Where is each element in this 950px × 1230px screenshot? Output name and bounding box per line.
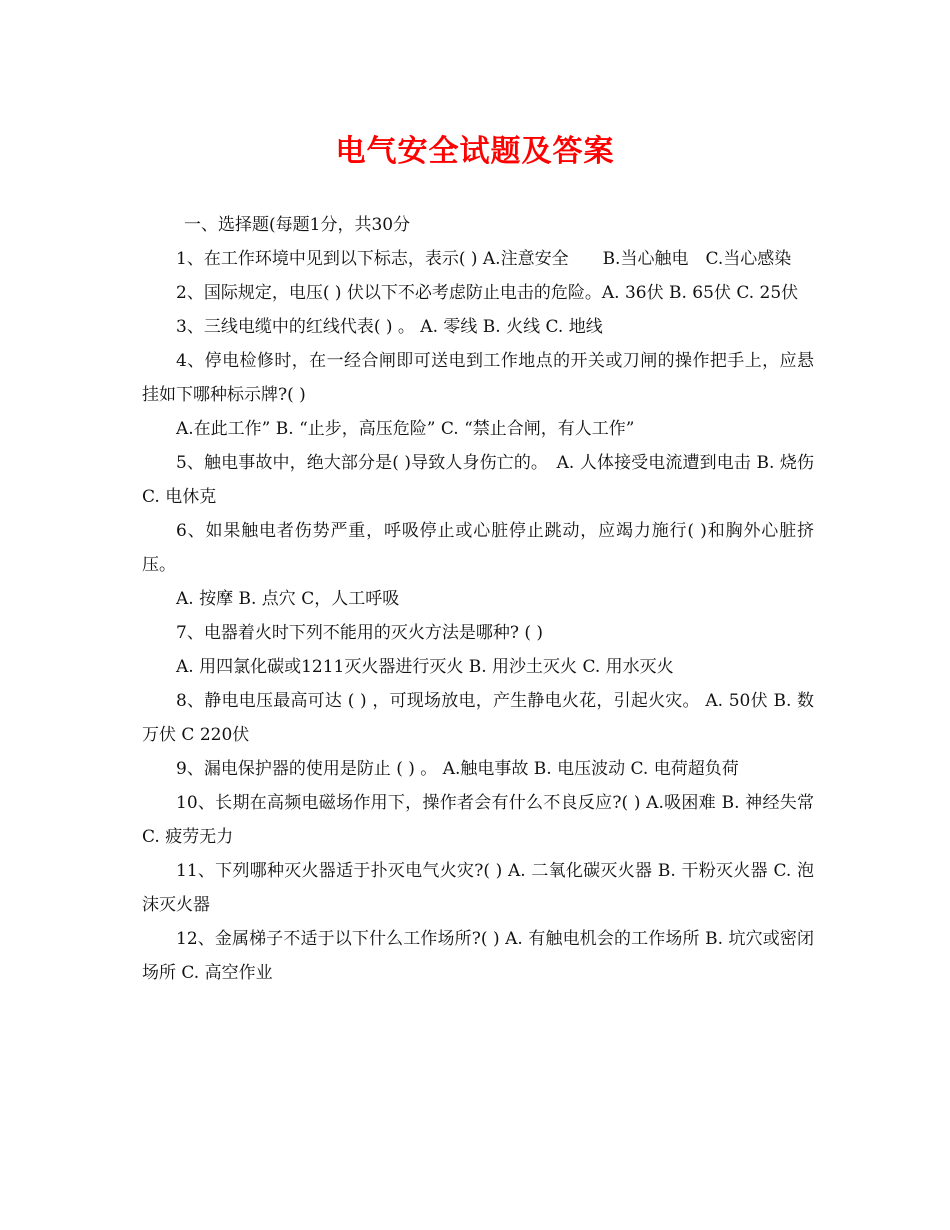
- question-4-options: A.在此工作” B. “止步，高压危险” C. “禁止合闸，有人工作”: [176, 419, 635, 439]
- question-list: [142, 208, 814, 990]
- question-1: 1、在工作环境中见到以下标志，表示( ) A.注意安全 B.当心触电 C.当心感染: [176, 249, 792, 269]
- question-12: 12、金属梯子不适于以下什么工作场所?( ) A. 有触电机会的工作场所 B. 坑穴或密闭场所 C. 高空作业: [142, 929, 814, 983]
- question-7: 7、电器着火时下列不能用的灭火方法是哪种? ( ): [176, 623, 544, 643]
- question-6-options: A. 按摩 B. 点穴 C，人工呼吸: [176, 589, 400, 609]
- question-11: 11、下列哪种灭火器适于扑灭电气火灾?( ) A. 二氧化碳灭火器 B. 干粉灭火器 C. 泡沫灭火器: [142, 861, 814, 915]
- question-8: 8、静电电压最高可达 ( ) ，可现场放电，产生静电火花，引起火灾。 A. 50伏 B. 数万伏 C 220伏: [142, 691, 814, 745]
- question-6: 6、如果触电者伤势严重，呼吸停止或心脏停止跳动，应竭力施行( )和胸外心脏挤压。: [142, 521, 814, 575]
- question-9: 9、漏电保护器的使用是防止 ( ) 。 A.触电事故 B. 电压波动 C. 电荷超负荷: [176, 759, 739, 779]
- question-10: 10、长期在高频电磁场作用下，操作者会有什么不良反应?( ) A.吸困难 B. 神经失常 C. 疲劳无力: [142, 793, 814, 847]
- section-heading: 一、选择题(每题1分，共30分: [184, 215, 411, 235]
- question-4: 4、停电检修时，在一经合闸即可送电到工作地点的开关或刀闸的操作把手上，应悬挂如下哪种标示牌?( ): [142, 351, 814, 405]
- question-2: 2、国际规定，电压( ) 伏以下不必考虑防止电击的危险。A. 36伏 B. 65伏 C. 25伏: [176, 283, 799, 303]
- question-5: 5、触电事故中，绝大部分是( )导致人身伤亡的。 A. 人体接受电流遭到电击 B. 烧伤 C. 电休克: [142, 453, 814, 507]
- page-title: 电气安全试题及答案: [335, 134, 615, 169]
- question-7-options: A. 用四氯化碳或1211灭火器进行灭火 B. 用沙土灭火 C. 用水灭火: [176, 657, 674, 677]
- question-3: 3、三线电缆中的红线代表( ) 。 A. 零线 B. 火线 C. 地线: [176, 317, 603, 337]
